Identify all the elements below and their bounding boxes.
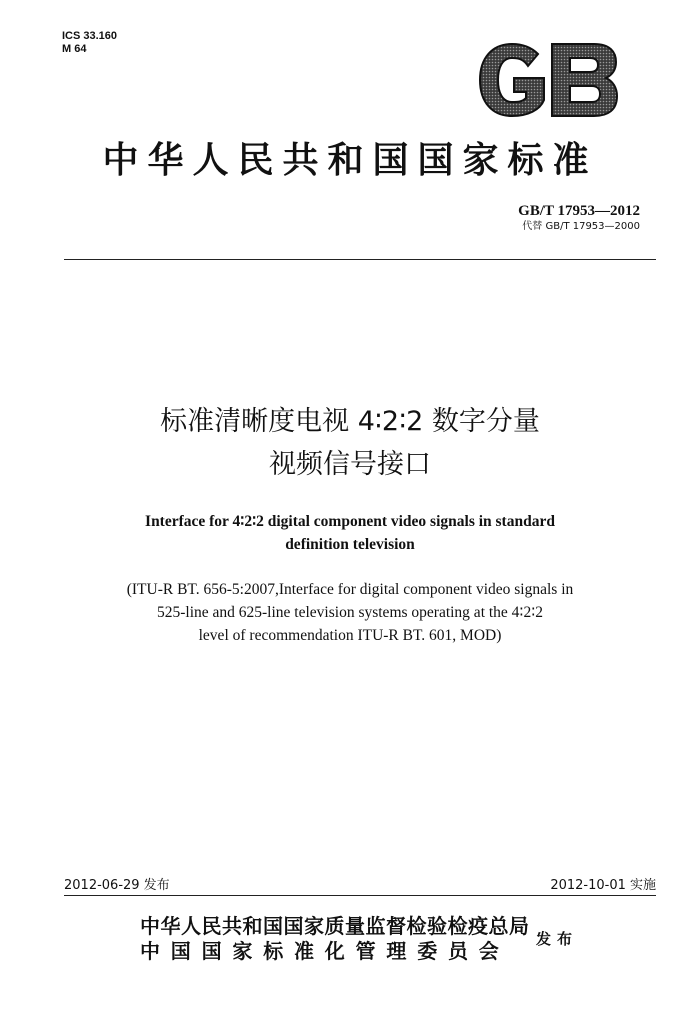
english-title-line-2: definition television (285, 536, 415, 553)
english-title (0, 510, 700, 556)
standard-number-block (518, 202, 640, 233)
reference-standard (0, 578, 700, 647)
classification-codes (62, 30, 117, 56)
gb-logo (476, 40, 620, 120)
issuer-aqsiq: 中华人民共和国国家质量监督检验检疫总局 (140, 914, 530, 938)
english-title-line-1: Interface for 4∶2∶2 digital component video signals in standard (145, 513, 555, 530)
replaces-standard: 代替 GB/T 17953—2000 (522, 221, 640, 232)
chinese-title (0, 400, 700, 486)
reference-line-2: 525-line and 625-line television systems operating at the 4∶2∶2 (156, 604, 544, 621)
issue-date: 2012-06-29 发布 (64, 878, 170, 893)
issuing-authorities (140, 914, 530, 964)
implementation-date: 2012-10-01 实施 (550, 878, 656, 893)
national-standard-title: 中华人民共和国国家标准 (102, 139, 598, 181)
chinese-title-line-1: 标准清晰度电视 4∶2∶2 数字分量 (160, 406, 540, 437)
chinese-title-line-2: 视频信号接口 (269, 449, 431, 480)
reference-line-1: (ITU-R BT. 656-5:2007,Interface for digital component video signals in (126, 581, 574, 598)
bottom-divider (64, 895, 656, 896)
publish-label: 发布 (536, 930, 579, 948)
reference-line-3: level of recommendation ITU-R BT. 601, MOD) (198, 627, 502, 644)
ics-code: ICS 33.160 (62, 30, 118, 42)
standard-code: GB/T 17953—2012 (518, 203, 640, 219)
ccs-code: M 64 (62, 43, 87, 55)
top-divider (64, 259, 656, 260)
issuer-sac: 中国国家标准化管理委员会 (140, 939, 510, 963)
